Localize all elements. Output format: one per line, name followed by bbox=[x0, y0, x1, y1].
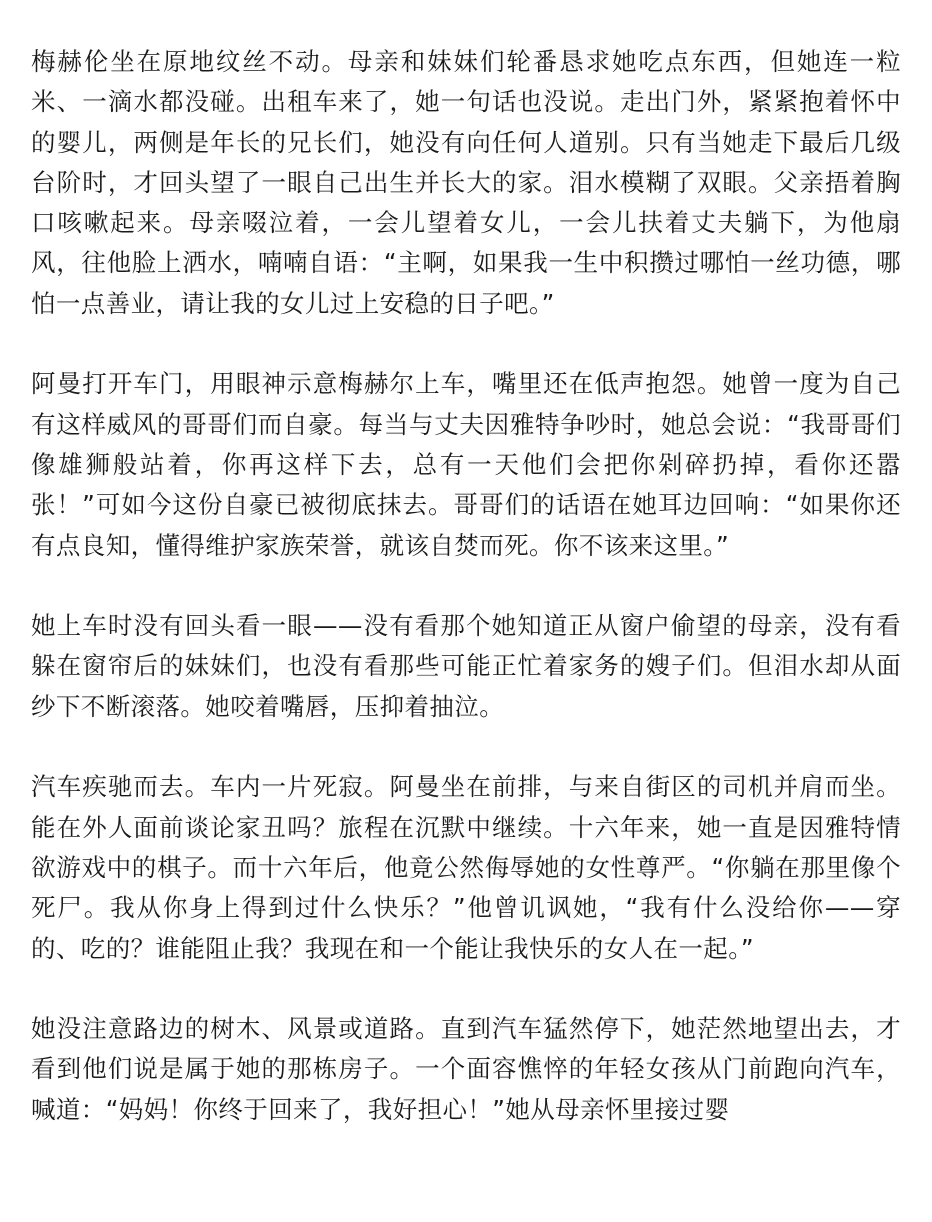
paragraph-2: 阿曼打开车门，用眼神示意梅赫尔上车，嘴里还在低声抱怨。她曾一度为自己有这样威风的哥哥们而自豪。每当与丈夫因雅特争吵时，她总会说：“我哥哥们像雄狮般站着，你再这样下去，总有一天他们会把你剁碎扔掉，看你还嚣张！”可如今这份自豪已被彻底抹去。哥哥们的话语在她耳边回响：“如果你还有点良知，懂得维护家族荣誉，就该自焚而死。你不该来这里。” bbox=[31, 369, 901, 560]
paragraph-5: 她没注意路边的树木、风景或道路。直到汽车猛然停下，她茫然地望出去，才看到他们说是属于她的那栋房子。一个面容憔悴的年轻女孩从门前跑向汽车，喊道：“妈妈！你终于回来了，我好担心！”她从母亲怀里接过婴 bbox=[31, 1014, 901, 1124]
paragraph-3: 她上车时没有回头看一眼——没有看那个她知道正从窗户偷望的母亲，没有看躲在窗帘后的妹妹们，也没有看那些可能正忙着家务的嫂子们。但泪水却从面纱下不断滚落。她咬着嘴唇，压抑着抽泣。 bbox=[31, 611, 901, 721]
paragraph-4: 汽车疾驰而去。车内一片死寂。阿曼坐在前排，与来自街区的司机并肩而坐。能在外人面前谈论家丑吗？旅程在沉默中继续。十六年来，她一直是因雅特情欲游戏中的棋子。而十六年后，他竟公然侮辱她的女性尊严。“你躺在那里像个死尸。我从你身上得到过什么快乐？”他曾讥讽她，“我有什么没给你——穿的、吃的？谁能阻止我？我现在和一个能让我快乐的女人在一起。” bbox=[31, 772, 901, 963]
article-body bbox=[31, 42, 901, 1170]
paragraph-1: 梅赫伦坐在原地纹丝不动。母亲和妹妹们轮番恳求她吃点东西，但她连一粒米、一滴水都没碰。出租车来了，她一句话也没说。走出门外，紧紧抱着怀中的婴儿，两侧是年长的兄长们，她没有向任何人道别。只有当她走下最后几级台阶时，才回头望了一眼自己出生并长大的家。泪水模糊了双眼。父亲捂着胸口咳嗽起来。母亲啜泣着，一会儿望着女儿，一会儿扶着丈夫躺下，为他扇风，往他脸上洒水，喃喃自语：“主啊，如果我一生中积攒过哪怕一丝功德，哪怕一点善业，请让我的女儿过上安稳的日子吧。” bbox=[31, 47, 901, 318]
